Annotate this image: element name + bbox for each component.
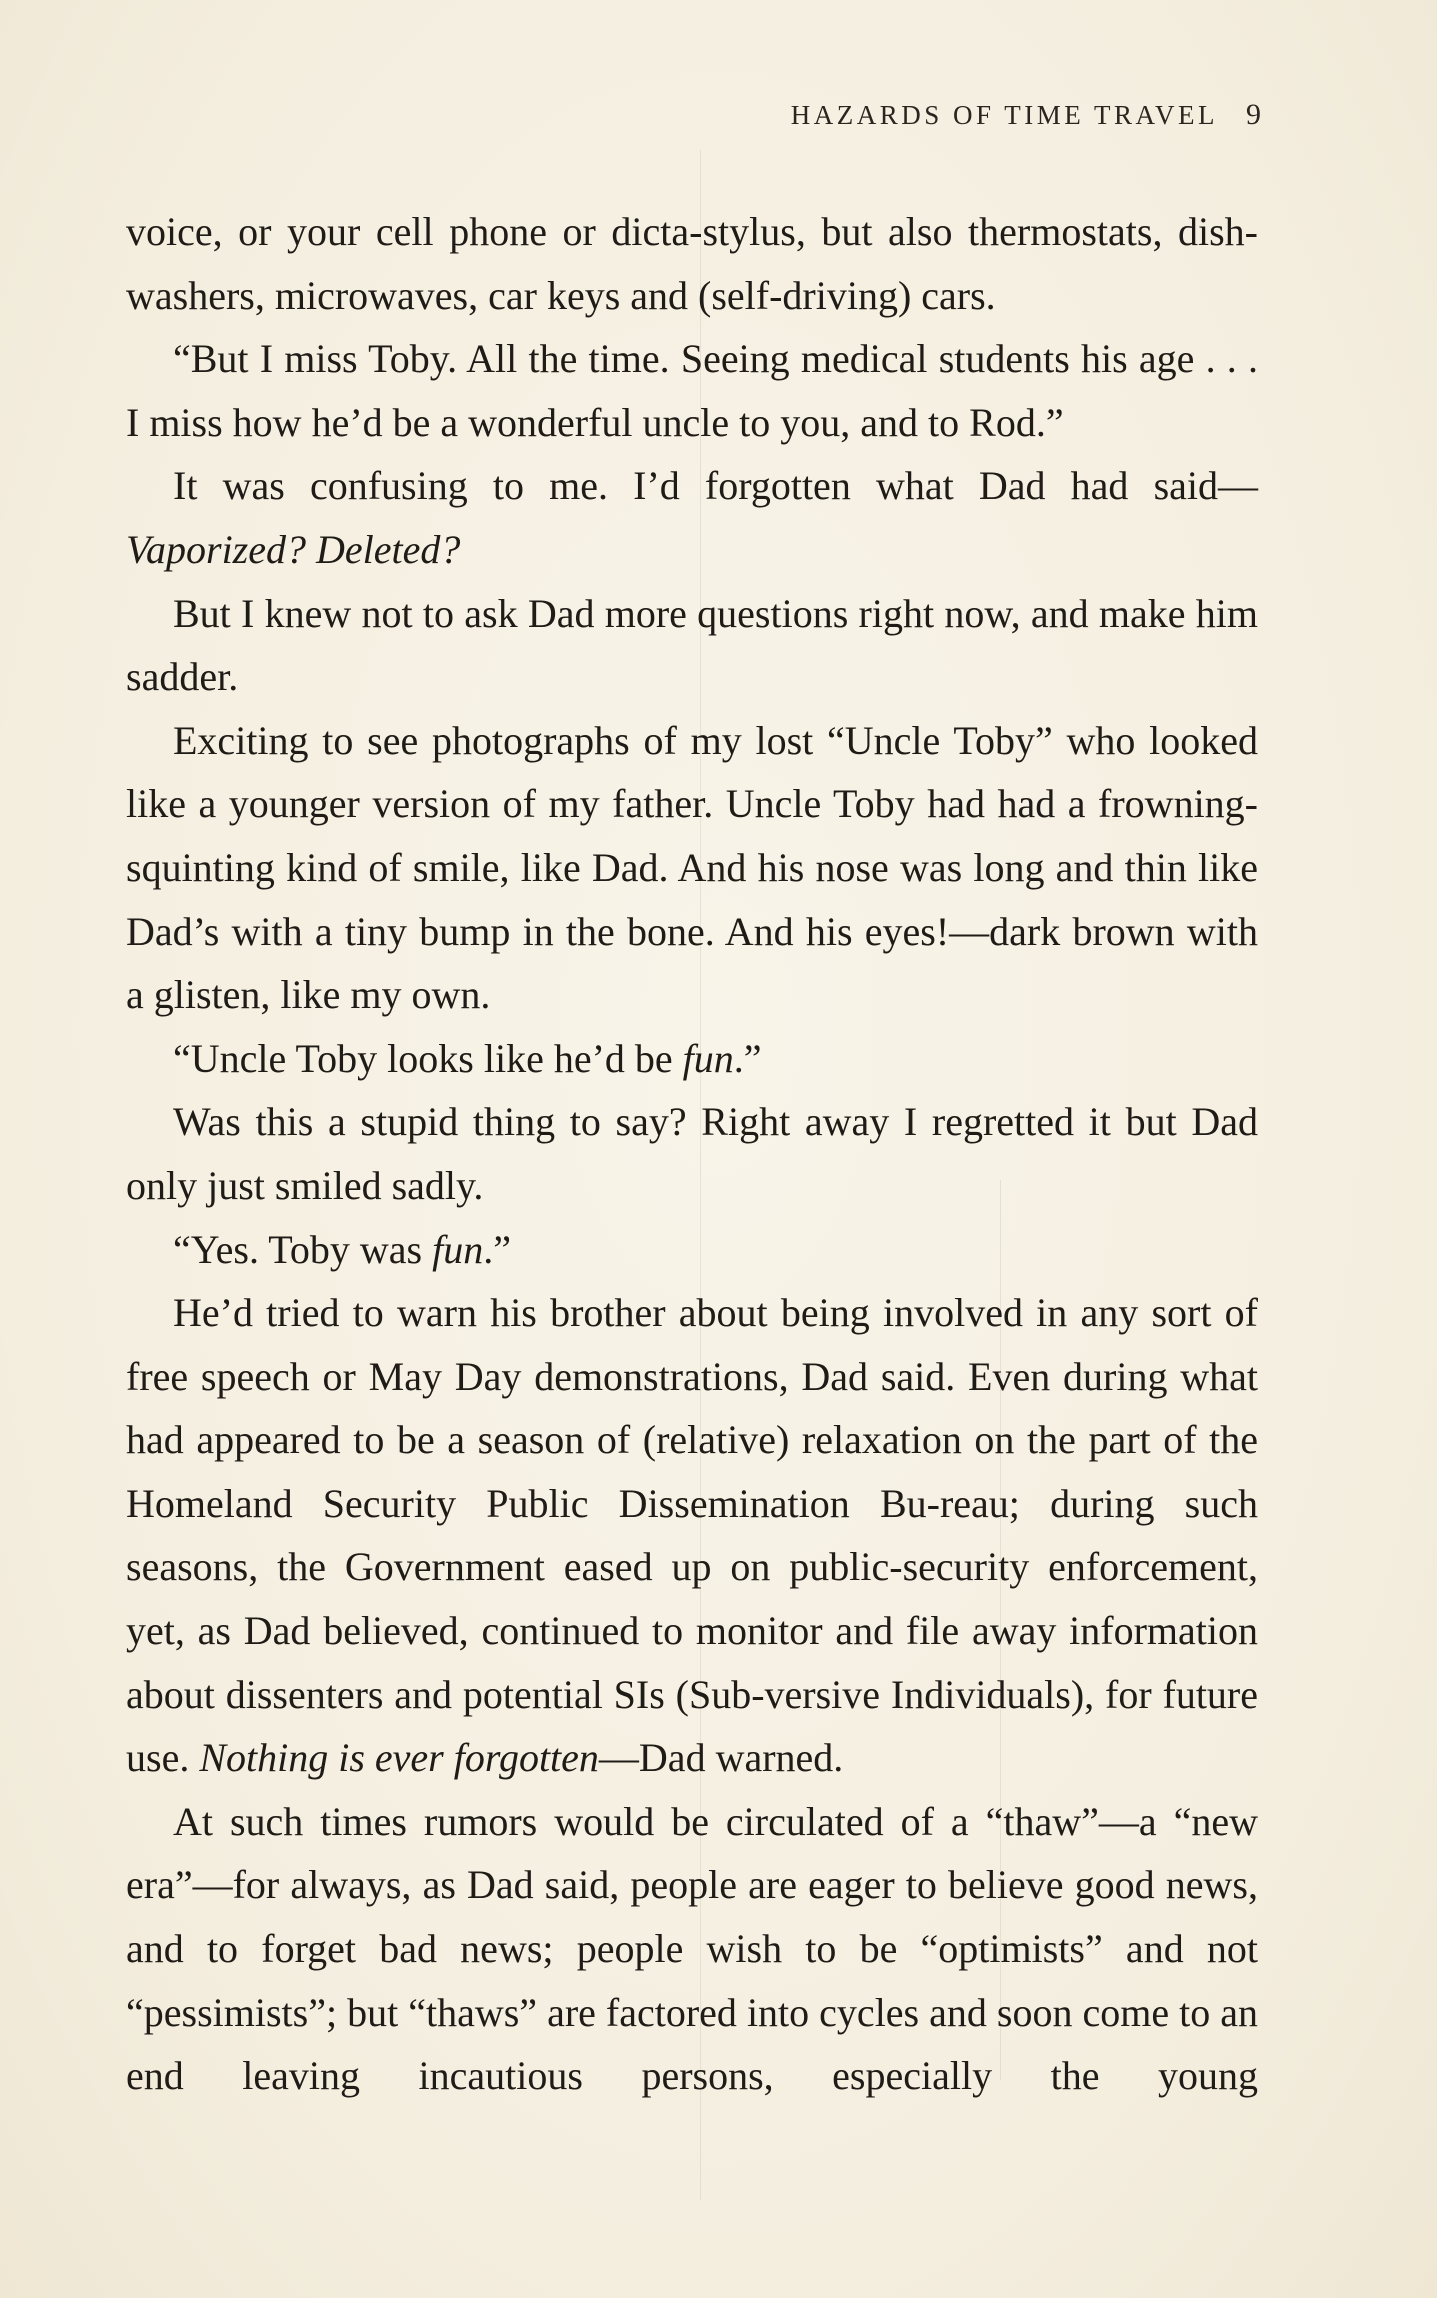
text-segment: Exciting to see photographs of my lost “Uncle Toby” who looked like a younger version of my father. Uncle Toby had had a frowning-squinting kind of smile, like Dad. And his nose was long and thin like Dad’s with a tiny bump in the bone. And his eyes!—dark brown with a glisten, like my own.	[126, 717, 1258, 1018]
italic-text: fun	[432, 1226, 484, 1272]
text-segment: “Uncle Toby looks like he’d be	[173, 1035, 683, 1081]
paragraph	[126, 709, 1258, 1027]
running-head	[791, 98, 1264, 132]
paragraph	[126, 582, 1258, 709]
text-segment: It was confusing to me. I’d forgotten what Dad had said—	[173, 463, 1258, 509]
running-head-title: HAZARDS OF TIME TRAVEL	[790, 100, 1218, 130]
paragraph	[126, 1218, 1258, 1282]
text-segment: .”	[733, 1035, 762, 1081]
text-segment: But I knew not to ask Dad more questions right now, and make him sadder.	[126, 590, 1258, 700]
text-segment: He’d tried to warn his brother about being involved in any sort of free speech or May Day demonstrations, Dad said. Even during what had appeared to be a season of (relative) relaxation on the part of the Homeland Security Public Dissemination Bu-reau; during such seasons, the Government eased up on public-security enforcement, yet, as Dad believed, continued to monitor and file away information about dissenters and potential SIs (Sub-versive Individuals), for future use.	[126, 1290, 1258, 1781]
paragraph	[126, 200, 1258, 327]
text-segment: voice, or your cell phone or dicta-stylus, but also thermostats, dish-washers, microwaves, car keys and (self-driving) cars.	[126, 209, 1258, 318]
page-number: 9	[1246, 98, 1264, 131]
text-segment: “Yes. Toby was	[173, 1226, 433, 1272]
text-segment: Was this a stupid thing to say? Right away I regretted it but Dad only just smiled sadly.	[126, 1099, 1258, 1208]
paragraph	[126, 454, 1258, 581]
paragraph	[126, 1027, 1258, 1091]
text-segment: —Dad warned.	[598, 1735, 844, 1781]
paragraph	[126, 1790, 1258, 2108]
text-segment: “But I miss Toby. All the time. Seeing medical students his age . . . I miss how he’d be a wonderful uncle to you, and to Rod.”	[126, 336, 1258, 445]
italic-text: Nothing is ever forgotten	[199, 1735, 599, 1781]
paragraph	[126, 327, 1258, 454]
paragraph	[126, 1090, 1258, 1217]
paragraph	[126, 1281, 1258, 1790]
italic-text: fun	[682, 1035, 734, 1081]
italic-text: Vaporized? Deleted?	[126, 526, 461, 572]
text-segment: At such times rumors would be circulated of a “thaw”—a “new era”—for always, as Dad said, people are eager to believe good news, and to forget bad news; people wish to be “optimists” and not “pessimists”; but “thaws” are factored into cycles and soon come to an end leaving incautious persons, especially the young	[126, 1798, 1258, 2099]
text-segment: .”	[483, 1226, 511, 1272]
body-text	[126, 200, 1258, 2108]
